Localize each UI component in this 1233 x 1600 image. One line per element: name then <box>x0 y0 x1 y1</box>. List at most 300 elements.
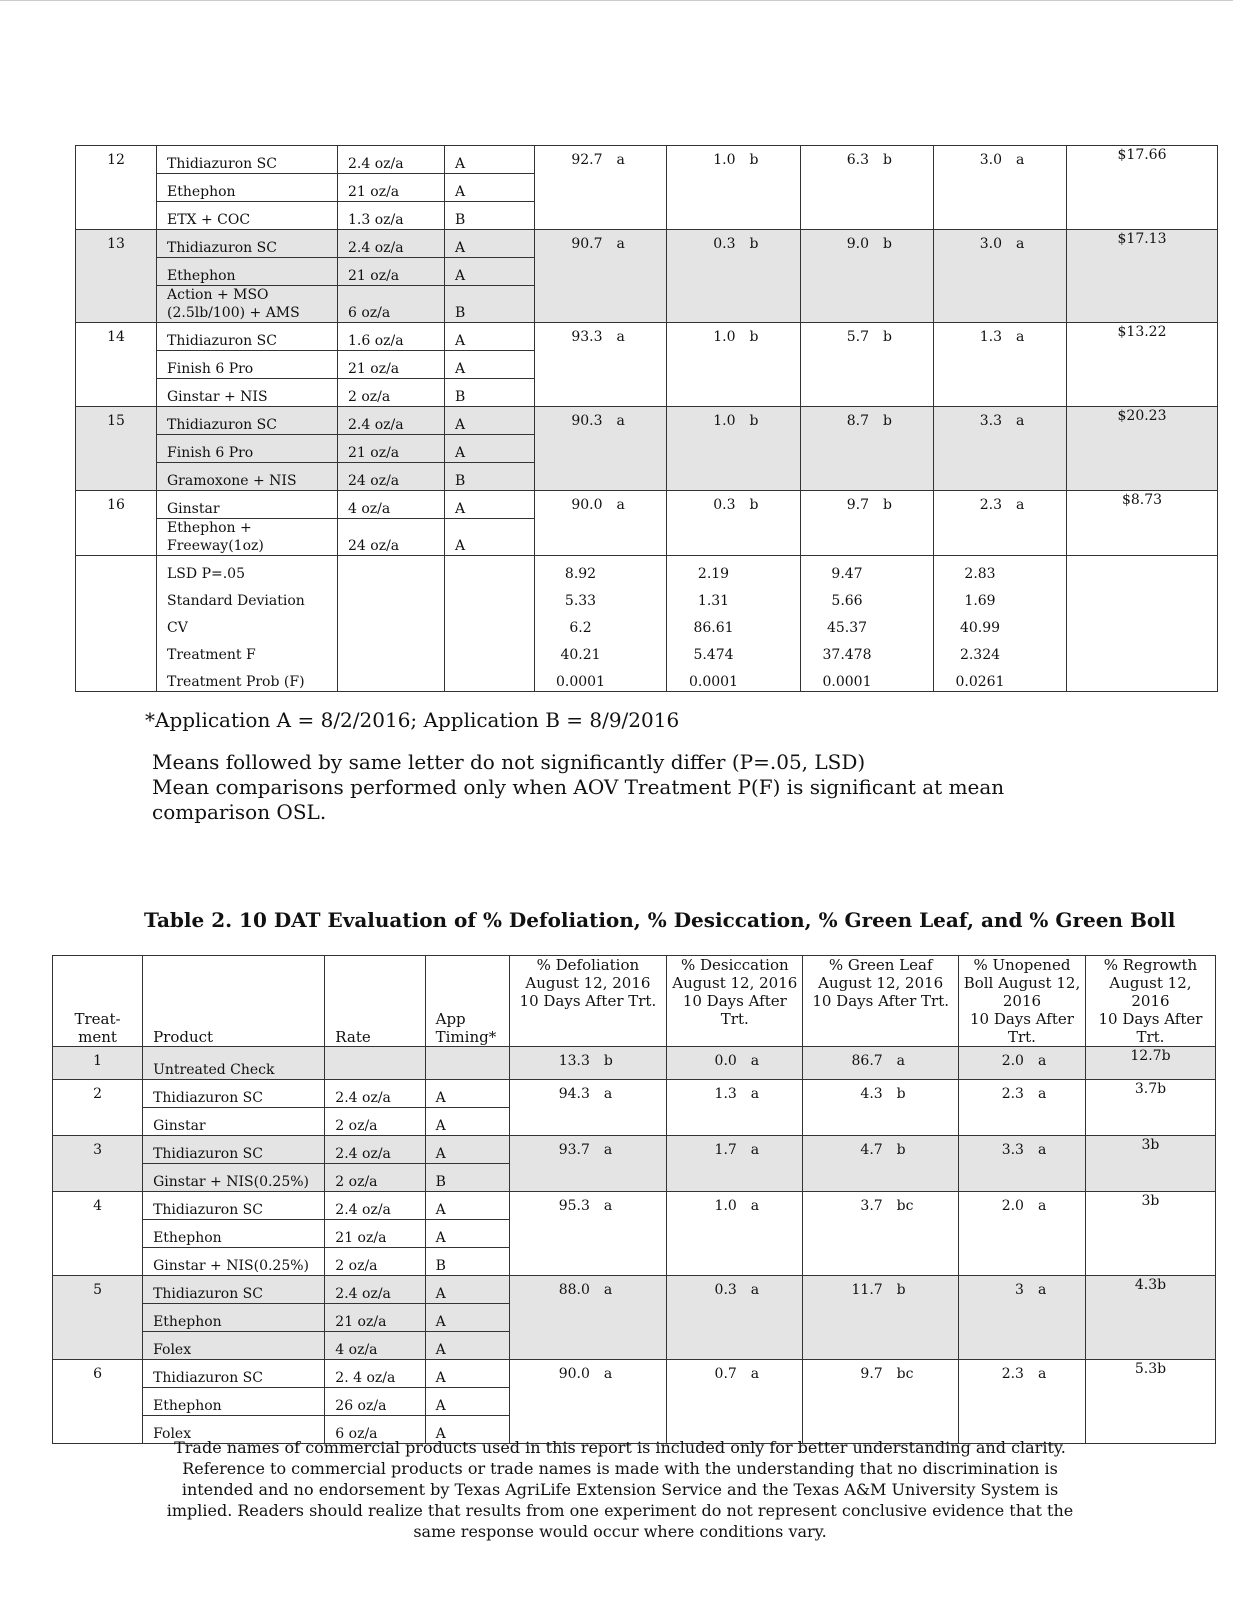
green-leaf <box>803 1276 959 1360</box>
defoliation-value: 92.7 <box>571 152 603 168</box>
table-row <box>76 407 1218 435</box>
statistics-notes <box>152 750 1032 825</box>
desiccation-stat: 0.0001 <box>667 664 801 692</box>
treatment-number: 13 <box>76 230 157 323</box>
green-boll <box>934 323 1067 407</box>
green-boll-stat: 2.83 <box>934 556 1067 584</box>
app-timing: A <box>445 435 535 463</box>
defoliation-value: 13.3 <box>558 1053 590 1069</box>
app-timing: A <box>445 230 535 258</box>
stats-label: Standard Deviation <box>157 583 338 610</box>
green-leaf-letter: b <box>883 497 892 513</box>
header-row <box>53 956 1216 1047</box>
app-timing <box>425 1047 509 1080</box>
desiccation <box>667 1047 803 1080</box>
stats-blank-rate <box>338 556 445 584</box>
green-boll-letter: a <box>1016 329 1025 345</box>
green-leaf <box>803 1047 959 1080</box>
desiccation-letter: a <box>750 1366 760 1382</box>
defoliation-value: 94.3 <box>558 1086 590 1102</box>
green-boll-value: 3.0 <box>979 152 1002 168</box>
green-leaf-letter: b <box>883 152 892 168</box>
disclaimer-footer: Trade names of commercial products used in this report is included only for better understanding and clarity. Reference to commercial products or trade names is made with the understanding that no discrimination is intended and no endorsement by Texas AgriLife Extension Service and the Texas A&M University System is implied. Readers should realize that results from one experiment do not represent conclusive evidence that the same response would occur where conditions vary. <box>166 1438 1074 1541</box>
stats-label: LSD P=.05 <box>157 556 338 584</box>
desiccation <box>667 1136 803 1192</box>
table-row <box>53 1360 1216 1388</box>
green-boll-value: 3.3 <box>1001 1142 1024 1158</box>
defoliation <box>535 407 667 491</box>
desiccation-stat: 2.19 <box>667 556 801 584</box>
green-boll <box>934 407 1067 491</box>
header-treatment: Treat- ment <box>53 956 143 1047</box>
green-boll-letter: a <box>1037 1142 1047 1158</box>
defoliation-value: 88.0 <box>558 1282 590 1298</box>
defoliation-value: 90.0 <box>571 497 603 513</box>
product-name: Ethephon <box>157 174 338 202</box>
table-row <box>53 1047 1216 1080</box>
green-leaf <box>801 230 934 323</box>
defoliation <box>509 1360 667 1444</box>
regrowth-value: 12.7b <box>1085 1047 1215 1080</box>
green-leaf-value: 8.7 <box>846 413 869 429</box>
app-timing: A <box>445 323 535 351</box>
treatment-cost: $8.73 <box>1067 491 1218 556</box>
defoliation-letter: a <box>616 497 625 513</box>
stats-blank <box>76 664 157 692</box>
table-row <box>76 146 1218 174</box>
desiccation-value: 1.0 <box>713 413 736 429</box>
green-leaf-letter: b <box>896 1282 906 1298</box>
app-timing: A <box>425 1332 509 1360</box>
product-name: Ethephon <box>157 258 338 286</box>
stats-blank-cost <box>1067 610 1218 637</box>
green-boll-value: 2.3 <box>979 497 1002 513</box>
defoliation-letter: b <box>603 1053 613 1069</box>
desiccation-letter: a <box>750 1053 760 1069</box>
green-leaf-value: 9.0 <box>846 236 869 252</box>
rate: 1.3 oz/a <box>338 202 445 230</box>
stats-blank <box>76 556 157 584</box>
green-boll-letter: a <box>1037 1366 1047 1382</box>
defoliation <box>535 491 667 556</box>
treatment-cost: $13.22 <box>1067 323 1218 407</box>
rate: 21 oz/a <box>338 351 445 379</box>
green-leaf-letter: b <box>896 1142 906 1158</box>
green-boll-value: 1.3 <box>979 329 1002 345</box>
defoliation <box>535 323 667 407</box>
desiccation-value: 1.3 <box>714 1086 737 1102</box>
table-row <box>76 491 1218 519</box>
app-timing: A <box>425 1388 509 1416</box>
treatment-number: 4 <box>53 1192 143 1276</box>
header-green-leaf: % Green Leaf August 12, 2016 10 Days After Trt. <box>803 956 959 1047</box>
desiccation-letter: a <box>750 1142 760 1158</box>
product-name: Action + MSO (2.5lb/100) + AMS <box>157 286 338 323</box>
rate: 2. 4 oz/a <box>325 1360 425 1388</box>
product-name: Finish 6 Pro <box>157 435 338 463</box>
desiccation-value: 0.3 <box>713 236 736 252</box>
desiccation <box>667 146 801 230</box>
green-boll <box>958 1047 1085 1080</box>
rate: 2 oz/a <box>338 379 445 407</box>
desiccation-letter: a <box>750 1282 760 1298</box>
product-name: Thidiazuron SC <box>143 1192 325 1220</box>
green-leaf-stat: 37.478 <box>801 637 934 664</box>
app-timing: B <box>425 1164 509 1192</box>
product-name: Ethephon + Freeway(1oz) <box>157 519 338 556</box>
desiccation <box>667 1276 803 1360</box>
defoliation <box>535 230 667 323</box>
desiccation <box>667 230 801 323</box>
product-name: Folex <box>143 1332 325 1360</box>
stats-blank-rate <box>338 637 445 664</box>
defoliation-letter: a <box>616 152 625 168</box>
green-leaf <box>801 146 934 230</box>
green-leaf-value: 86.7 <box>851 1053 883 1069</box>
app-timing: A <box>425 1108 509 1136</box>
green-boll-stat: 1.69 <box>934 583 1067 610</box>
table-row <box>53 1192 1216 1220</box>
desiccation-value: 0.7 <box>714 1366 737 1382</box>
stats-blank-timing <box>445 637 535 664</box>
app-timing: A <box>445 407 535 435</box>
stats-blank <box>76 610 157 637</box>
defoliation-stat: 8.92 <box>535 556 667 584</box>
defoliation-stat: 0.0001 <box>535 664 667 692</box>
green-boll <box>958 1136 1085 1192</box>
defoliation-value: 90.7 <box>571 236 603 252</box>
product-name: Ginstar <box>157 491 338 519</box>
rate: 2.4 oz/a <box>338 230 445 258</box>
green-leaf-value: 6.3 <box>846 152 869 168</box>
stats-blank-rate <box>338 664 445 692</box>
green-leaf-letter: bc <box>896 1198 914 1214</box>
rate: 26 oz/a <box>325 1388 425 1416</box>
desiccation <box>667 1192 803 1276</box>
green-leaf-letter: b <box>883 329 892 345</box>
green-boll-value: 2.3 <box>1001 1366 1024 1382</box>
green-leaf-value: 3.7 <box>860 1198 883 1214</box>
green-boll <box>934 146 1067 230</box>
header-unopened-boll: % Unopened Boll August 12, 2016 10 Days After Trt. <box>958 956 1085 1047</box>
product-name: Gramoxone + NIS <box>157 463 338 491</box>
app-timing: A <box>425 1220 509 1248</box>
stats-blank-cost <box>1067 637 1218 664</box>
stats-label: CV <box>157 610 338 637</box>
green-leaf <box>803 1192 959 1276</box>
header-defoliation: % Defoliation August 12, 2016 10 Days After Trt. <box>509 956 667 1047</box>
defoliation <box>509 1047 667 1080</box>
header-desiccation: % Desiccation August 12, 2016 10 Days After Trt. <box>667 956 803 1047</box>
desiccation-value: 1.0 <box>714 1198 737 1214</box>
defoliation-letter: a <box>616 413 625 429</box>
green-boll-value: 3 <box>1015 1282 1024 1298</box>
product-name: Ginstar + NIS(0.25%) <box>143 1248 325 1276</box>
product-name: Thidiazuron SC <box>157 407 338 435</box>
regrowth-value: 3b <box>1085 1192 1215 1276</box>
desiccation-letter: a <box>750 1086 760 1102</box>
rate: 4 oz/a <box>325 1332 425 1360</box>
defoliation-stat: 6.2 <box>535 610 667 637</box>
table-row <box>53 1276 1216 1304</box>
green-boll-value: 2.0 <box>1001 1053 1024 1069</box>
desiccation <box>667 407 801 491</box>
green-boll-letter: a <box>1016 497 1025 513</box>
green-leaf-value: 4.3 <box>860 1086 883 1102</box>
green-leaf-stat: 0.0001 <box>801 664 934 692</box>
app-timing: A <box>445 491 535 519</box>
green-leaf-value: 9.7 <box>860 1366 883 1382</box>
desiccation-letter: b <box>749 329 759 345</box>
defoliation-letter: a <box>603 1282 613 1298</box>
product-name: Ethephon <box>143 1304 325 1332</box>
app-timing: A <box>425 1416 509 1444</box>
stats-blank-cost <box>1067 556 1218 584</box>
defoliation-value: 93.7 <box>558 1142 590 1158</box>
header-rate: Rate <box>325 956 425 1047</box>
green-boll-letter: a <box>1016 152 1025 168</box>
defoliation <box>509 1276 667 1360</box>
desiccation-value: 1.0 <box>713 152 736 168</box>
rate: 2.4 oz/a <box>338 407 445 435</box>
stats-blank-rate <box>338 610 445 637</box>
app-timing: B <box>445 202 535 230</box>
green-leaf-letter: b <box>883 236 892 252</box>
defoliation <box>509 1192 667 1276</box>
header-regrowth: % Regrowth August 12, 2016 10 Days After Trt. <box>1085 956 1215 1047</box>
desiccation-value: 0.3 <box>714 1282 737 1298</box>
treatment-cost: $17.66 <box>1067 146 1218 230</box>
app-timing: B <box>425 1248 509 1276</box>
comparisons-note: Mean comparisons performed only when AOV Treatment P(F) is significant at mean comparison OSL. <box>152 775 1005 824</box>
green-boll-stat: 0.0261 <box>934 664 1067 692</box>
rate: 2.4 oz/a <box>325 1192 425 1220</box>
green-boll <box>934 230 1067 323</box>
treatment-results-table <box>75 145 1218 692</box>
product-name: Thidiazuron SC <box>157 323 338 351</box>
desiccation-letter: b <box>749 413 759 429</box>
green-boll-stat: 40.99 <box>934 610 1067 637</box>
green-boll <box>934 491 1067 556</box>
defoliation-stat: 40.21 <box>535 637 667 664</box>
treatment-number: 12 <box>107 152 125 168</box>
treatment-number: 16 <box>76 491 157 556</box>
green-leaf <box>801 407 934 491</box>
means-note: Means followed by same letter do not significantly differ (P=.05, LSD) <box>152 750 866 774</box>
table-row <box>76 230 1218 258</box>
header-product: Product <box>143 956 325 1047</box>
page-top-rule <box>0 0 1233 1</box>
product-name: Thidiazuron SC <box>157 230 338 258</box>
treatment-number: 5 <box>53 1276 143 1360</box>
product-name: Thidiazuron SC <box>143 1360 325 1388</box>
treatment-number: 15 <box>76 407 157 491</box>
defoliation-value: 93.3 <box>571 329 603 345</box>
rate: 6 oz/a <box>325 1416 425 1444</box>
rate: 2 oz/a <box>325 1248 425 1276</box>
stats-blank <box>76 583 157 610</box>
rate: 2.4 oz/a <box>338 146 445 174</box>
green-leaf-stat: 45.37 <box>801 610 934 637</box>
defoliation-letter: a <box>603 1366 613 1382</box>
product-name: Thidiazuron SC <box>143 1276 325 1304</box>
green-leaf <box>803 1136 959 1192</box>
green-boll-letter: a <box>1016 413 1025 429</box>
green-leaf <box>801 323 934 407</box>
desiccation <box>667 1080 803 1136</box>
app-timing: A <box>445 351 535 379</box>
rate: 6 oz/a <box>338 286 445 323</box>
product-name: Thidiazuron SC <box>143 1080 325 1108</box>
app-timing: B <box>445 379 535 407</box>
desiccation-value: 0.0 <box>714 1053 737 1069</box>
rate: 2.4 oz/a <box>325 1136 425 1164</box>
rate <box>325 1047 425 1080</box>
green-boll-letter: a <box>1037 1086 1047 1102</box>
desiccation <box>667 323 801 407</box>
stats-row <box>76 637 1218 664</box>
product-name: Ginstar + NIS(0.25%) <box>143 1164 325 1192</box>
stats-blank-cost <box>1067 583 1218 610</box>
green-leaf-value: 9.7 <box>846 497 869 513</box>
desiccation-letter: b <box>749 236 759 252</box>
stats-blank-rate <box>338 583 445 610</box>
green-boll-value: 2.3 <box>1001 1086 1024 1102</box>
rate: 2.4 oz/a <box>325 1080 425 1108</box>
green-leaf-letter: b <box>896 1086 906 1102</box>
product-name: Ethephon <box>143 1220 325 1248</box>
green-leaf-value: 11.7 <box>851 1282 883 1298</box>
green-boll-value: 3.3 <box>979 413 1002 429</box>
app-timing: A <box>425 1276 509 1304</box>
desiccation-value: 1.0 <box>713 329 736 345</box>
desiccation-stat: 86.61 <box>667 610 801 637</box>
green-leaf-letter: a <box>896 1053 906 1069</box>
application-dates-note: *Application A = 8/2/2016; Application B = 8/9/2016 <box>145 708 680 732</box>
product-name: Folex <box>143 1416 325 1444</box>
stats-blank <box>76 637 157 664</box>
app-timing: A <box>425 1304 509 1332</box>
product-name: Untreated Check <box>143 1047 325 1080</box>
table-row <box>53 1080 1216 1108</box>
defoliation <box>509 1080 667 1136</box>
stats-blank-timing <box>445 664 535 692</box>
rate: 24 oz/a <box>338 519 445 556</box>
green-boll <box>958 1276 1085 1360</box>
rate: 4 oz/a <box>338 491 445 519</box>
rate: 21 oz/a <box>338 174 445 202</box>
table-row <box>76 323 1218 351</box>
rate: 21 oz/a <box>325 1304 425 1332</box>
app-timing: A <box>425 1360 509 1388</box>
app-timing: A <box>445 146 535 174</box>
header-timing: App Timing* <box>425 956 509 1047</box>
table2-caption: Table 2. 10 DAT Evaluation of % Defoliation, % Desiccation, % Green Leaf, and % Green Boll <box>144 908 1176 932</box>
evaluation-table <box>52 955 1216 1444</box>
desiccation-value: 1.7 <box>714 1142 737 1158</box>
product-name: Ethephon <box>143 1388 325 1416</box>
green-boll-letter: a <box>1016 236 1025 252</box>
app-timing: A <box>445 174 535 202</box>
rate: 2 oz/a <box>325 1164 425 1192</box>
app-timing: B <box>445 463 535 491</box>
app-timing: A <box>425 1080 509 1108</box>
green-boll-letter: a <box>1037 1198 1047 1214</box>
rate: 24 oz/a <box>338 463 445 491</box>
defoliation <box>509 1136 667 1192</box>
desiccation <box>667 491 801 556</box>
defoliation <box>535 146 667 230</box>
treatment-cost: $20.23 <box>1067 407 1218 491</box>
defoliation-stat: 5.33 <box>535 583 667 610</box>
stats-row <box>76 556 1218 584</box>
app-timing: A <box>425 1136 509 1164</box>
defoliation-value: 90.3 <box>571 413 603 429</box>
desiccation-letter: a <box>750 1198 760 1214</box>
regrowth-value: 3b <box>1085 1136 1215 1192</box>
treatment-number: 2 <box>53 1080 143 1136</box>
green-boll <box>958 1360 1085 1444</box>
defoliation-letter: a <box>603 1086 613 1102</box>
regrowth-value: 5.3b <box>1085 1360 1215 1444</box>
table-row <box>53 1136 1216 1164</box>
rate: 21 oz/a <box>338 258 445 286</box>
product-name: Ginstar + NIS <box>157 379 338 407</box>
desiccation-stat: 1.31 <box>667 583 801 610</box>
green-boll-value: 2.0 <box>1001 1198 1024 1214</box>
desiccation-letter: b <box>749 497 759 513</box>
stats-label: Treatment F <box>157 637 338 664</box>
product-name: Thidiazuron SC <box>157 146 338 174</box>
defoliation-letter: a <box>603 1198 613 1214</box>
regrowth-value: 4.3b <box>1085 1276 1215 1360</box>
desiccation-value: 0.3 <box>713 497 736 513</box>
defoliation-letter: a <box>603 1142 613 1158</box>
product-name: Thidiazuron SC <box>143 1136 325 1164</box>
stats-blank-timing <box>445 556 535 584</box>
green-leaf-stat: 5.66 <box>801 583 934 610</box>
stats-blank-timing <box>445 610 535 637</box>
app-timing: A <box>445 519 535 556</box>
green-boll <box>958 1080 1085 1136</box>
green-leaf-value: 4.7 <box>860 1142 883 1158</box>
desiccation-stat: 5.474 <box>667 637 801 664</box>
green-boll-letter: a <box>1037 1282 1047 1298</box>
stats-blank-cost <box>1067 664 1218 692</box>
app-timing: A <box>445 258 535 286</box>
defoliation-letter: a <box>616 236 625 252</box>
rate: 2.4 oz/a <box>325 1276 425 1304</box>
treatment-number: 14 <box>76 323 157 407</box>
green-boll-value: 3.0 <box>979 236 1002 252</box>
treatment-number: 3 <box>53 1136 143 1192</box>
treatment-cost: $17.13 <box>1067 230 1218 323</box>
defoliation-value: 90.0 <box>558 1366 590 1382</box>
defoliation-letter: a <box>616 329 625 345</box>
defoliation-value: 95.3 <box>558 1198 590 1214</box>
regrowth-value: 3.7b <box>1085 1080 1215 1136</box>
stats-row <box>76 610 1218 637</box>
stats-label: Treatment Prob (F) <box>157 664 338 692</box>
stats-row <box>76 664 1218 692</box>
green-leaf <box>803 1080 959 1136</box>
rate: 21 oz/a <box>325 1220 425 1248</box>
green-boll-letter: a <box>1037 1053 1047 1069</box>
green-boll-stat: 2.324 <box>934 637 1067 664</box>
green-leaf-letter: b <box>883 413 892 429</box>
app-timing: A <box>425 1192 509 1220</box>
desiccation-letter: b <box>749 152 759 168</box>
